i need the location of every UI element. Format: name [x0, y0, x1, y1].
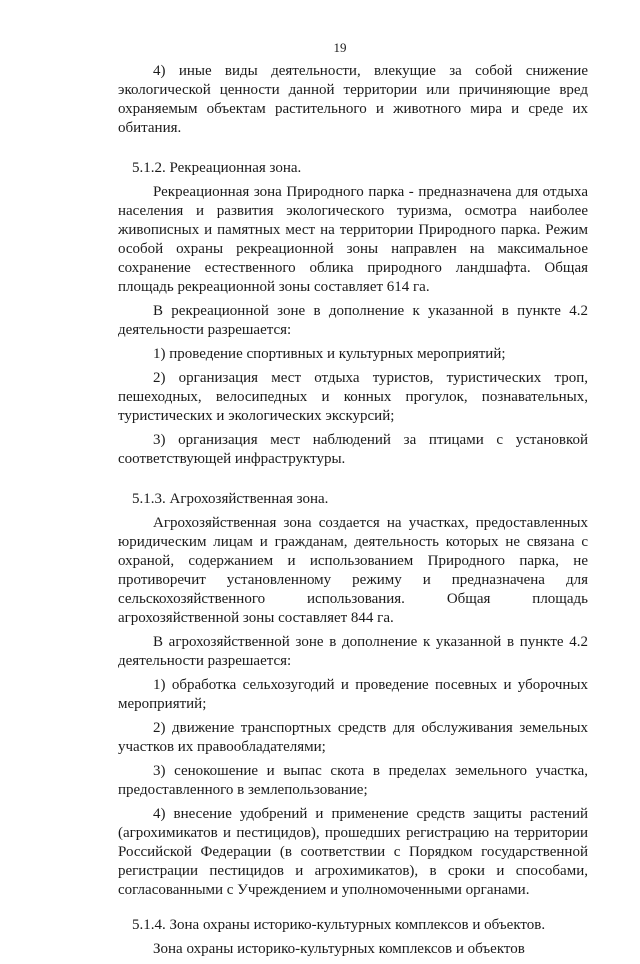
- section-heading-recreational-zone: 5.1.2. Рекреационная зона.: [132, 160, 302, 176]
- agricultural-list-item-4: 4) внесение удобрений и применение средств защиты растений (агрохимикатов и пестицидов), прошедших регистрацию на территории Российской Федерации (в соответствии с Порядком государственной регистрации пестицидов и агрохимикатов), в сроки и способами, согласованными с Учреждением и уполномоченными органами.: [118, 806, 588, 898]
- list-item-prohibited-activities: 4) иные виды деятельности, влекущие за собой снижение экологической ценности данной территории или причиняющие вред охраняемым объектам растительного и животного мира и среде их обитания.: [118, 63, 588, 136]
- agricultural-list-item-2: 2) движение транспортных средств для обслуживания земельных участков их правообладателями;: [118, 720, 588, 755]
- page-number: 19: [333, 40, 347, 55]
- heritage-zone-description: Зона охраны историко-культурных комплексов и объектов: [153, 941, 525, 957]
- section-heading-heritage-zone: 5.1.4. Зона охраны историко-культурных комплексов и объектов.: [132, 917, 546, 933]
- recreational-zone-permitted-intro: В рекреационной зоне в дополнение к указанной в пункте 4.2 деятельности разрешается:: [118, 303, 588, 338]
- recreational-list-item-2: 2) организация мест отдыха туристов, туристических троп, пешеходных, велосипедных и конных прогулок, познавательных, туристических и экологических экскурсий;: [118, 370, 588, 424]
- agricultural-zone-permitted-intro: В агрохозяйственной зоне в дополнение к указанной в пункте 4.2 деятельности разрешается:: [118, 634, 588, 669]
- recreational-list-item-3: 3) организация мест наблюдений за птицами с установкой соответствующей инфраструктуры.: [118, 432, 588, 467]
- agricultural-list-item-1: 1) обработка сельхозугодий и проведение посевных и уборочных мероприятий;: [118, 677, 588, 712]
- recreational-list-item-1: 1) проведение спортивных и культурных мероприятий;: [153, 346, 506, 362]
- document-body: [118, 62, 588, 964]
- recreational-zone-description: Рекреационная зона Природного парка - предназначена для отдыха населения и развития экологического туризма, осмотра наиболее живописных и памятных мест на территории Природного парка. Режим особой охраны рекреационной зоны направлен на максимальное сохранение естественного облика природного ландшафта. Общая площадь рекреационной зоны составляет 614 га.: [118, 184, 588, 295]
- section-heading-agricultural-zone: 5.1.3. Агрохозяйственная зона.: [132, 491, 329, 507]
- agricultural-list-item-3: 3) сенокошение и выпас скота в пределах земельного участка, предоставленного в землепользование;: [118, 763, 588, 798]
- agricultural-zone-description: Агрохозяйственная зона создается на участках, предоставленных юридическим лицам и гражданам, деятельность которых не связана с охраной, содержанием и использованием Природного парка, не противоречит установленному режиму и предназначена для сельскохозяйственного использования. Общая площадь агрохозяйственной зоны составляет 844 га.: [118, 515, 588, 626]
